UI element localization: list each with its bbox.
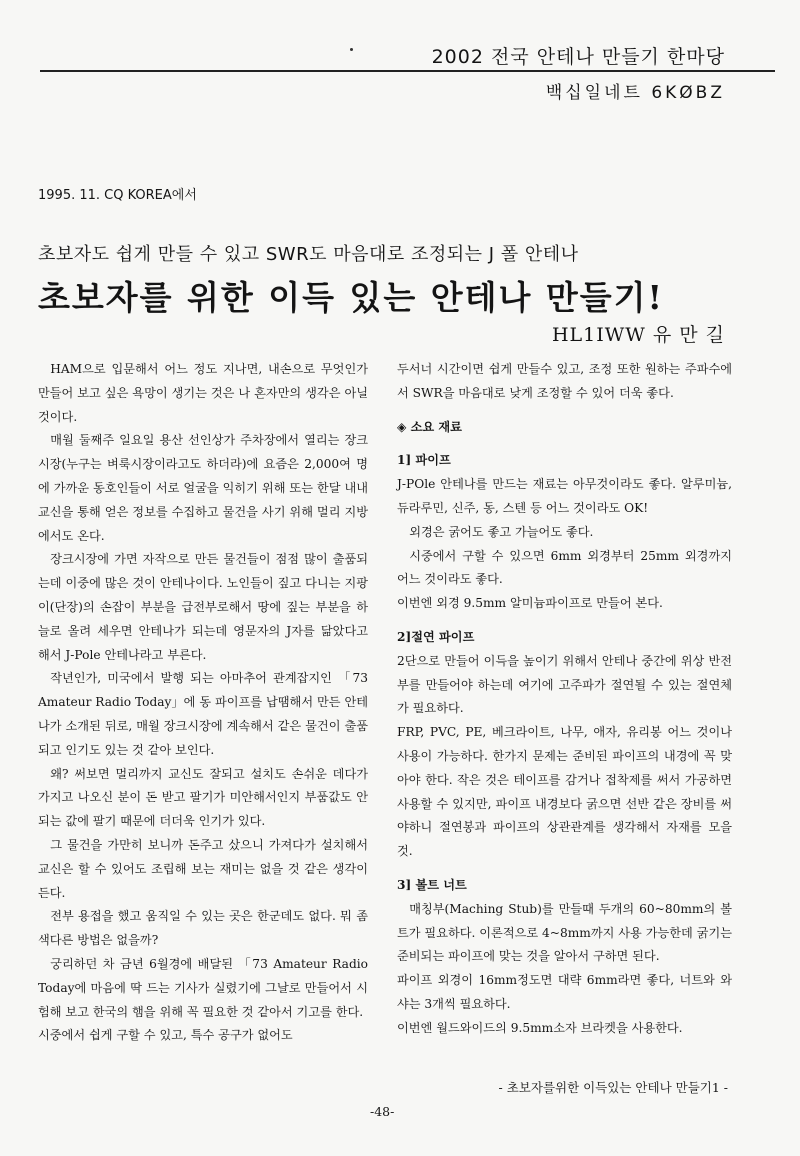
bolt-heading: 3] 볼트 너트 [397,877,467,892]
paragraph: 왜? 써보면 멀리까지 교신도 잘되고 설치도 손쉬운 데다가 가지고 나오신 분이 돈 받고 팔기가 미안해서인지 부품값도 안되는 값에 팔기 때문에 더더욱 인기가 있다. [38,766,368,829]
paragraph: 작년인가, 미국에서 발행 되는 아마추어 관계잡지인 「73 Amateur Radio Today」에 동 파이프를 납땜해서 만든 안테나가 소개된 뒤로, 매월 장크시장에 계속해서 같은 물건이 출품되고 인기도 있는 것 같아 보인다. [38,671,368,757]
left-column [38,358,368,1048]
source-line: 1995. 11. CQ KOREA에서 [38,188,197,203]
materials-heading: ◈ 소요 재료 [397,419,462,434]
article-author: HL1IWW 유 만 길 [551,324,725,346]
paragraph: 이번엔 월드와이드의 9.5mm소자 브라켓을 사용한다. [397,1020,683,1035]
insulator-heading: 2]절연 파이프 [397,629,475,644]
paragraph: 파이프 외경이 16mm정도면 대략 6mm라면 좋다, 너트와 와샤는 3개씩 필요하다. [397,973,732,1011]
paragraph: 2단으로 만들어 이득을 높이기 위해서 안테나 중간에 위상 반전부를 만들어야 하는데 여기에 고주파가 절연될 수 있는 절연체가 필요하다. [397,653,732,716]
paragraph: HAM으로 입문해서 어느 정도 지나면, 내손으로 무엇인가 만들어 보고 싶은 욕망이 생기는 것은 나 혼자만의 생각은 아닐 것이다. [38,362,368,424]
paragraph: 외경은 굵어도 좋고 가늘어도 좋다. [409,524,594,539]
article-subtitle: 초보자도 쉽게 만들 수 있고 SWR도 마음대로 조정되는 J 폴 안테나 [38,244,579,265]
paragraph: 궁리하던 차 금년 6월경에 배달된 「73 Amateur Radio Today에 마음에 딱 드는 기사가 실렸기에 그날로 만들어서 시험해 보고 한국의 햄을 위해 꼭 필요한 것 같아서 기고를 한다. [38,956,368,1019]
ink-speck [350,48,353,51]
paragraph: 두서너 시간이면 쉽게 만들수 있고, 조정 또한 원하는 주파수에서 SWR을 마음대로 낮게 조정할 수 있어 더욱 좋다. [397,362,732,400]
page-number: -48- [370,1104,395,1119]
header-subtitle: 백십일네트 6KØBZ [545,83,725,103]
header-divider [40,70,775,72]
paragraph: 장크시장에 가면 자작으로 만든 물건들이 점점 많이 출품되는데 이중에 많은 것이 안테나이다. 노인들이 짚고 다니는 지팡이(단장)의 손잡이 부분을 급전부로해서 땅에 짚는 부분을 하늘로 올려 세우면 안테나가 되는데 영문자의 J자를 닮았다고 해서 J-Pole 안테나라고 부른다. [38,552,368,662]
article-title: 초보자를 위한 이득 있는 안테나 만들기! [38,278,664,317]
paragraph: 시중에서 쉽게 구할 수 있고, 특수 공구가 없어도 [38,1028,293,1043]
paragraph: 전부 용접을 했고 움직일 수 있는 곳은 한군데도 없다. 뭐 좀 색다른 방법은 없을까? [38,909,368,948]
paragraph: 매월 둘째주 일요일 용산 선인상가 주차장에서 열리는 장크시장(누구는 벼룩시장이라고도 하더라)에 요즘은 2,000여 명에 가까운 동호인들이 서로 얼굴을 익히기 위해 또는 한달 내내 교신을 통해 얻은 정보를 수집하고 물건을 사기 위해 멀리 지방에서도 온다. [38,433,368,543]
header-title: 2002 전국 안테나 만들기 한마당 [431,46,725,68]
right-column [397,358,732,1041]
paragraph: FRP, PVC, PE, 베크라이트, 나무, 애자, 유리봉 어느 것이나 사용이 가능하다. 한가지 문제는 준비된 파이프의 내경에 꼭 맞아야 한다. 작은 것은 테이프를 감거나 접착제를 써서 가공하면 사용할 수 있지만, 파이프 내경보다 굵으면 선반 같은 장비를 써야하니 절연봉과 파이프의 상관관계를 생각해서 자재를 모을 것. [397,725,732,859]
paragraph: J-POle 안테나를 만드는 재료는 아무것이라도 좋다. 알루미늄, 듀라루민, 신주, 동, 스텐 등 어느 것이라도 OK! [397,477,732,515]
paragraph: 이번엔 외경 9.5mm 알미늄파이프로 만들어 본다. [397,596,663,611]
pipe-heading: 1] 파이프 [397,453,451,468]
paragraph: 매칭부(Maching Stub)를 만들때 두개의 60~80mm의 볼트가 필요하다. 이론적으로 4~8mm까지 사용 가능한데 굵기는 준비되는 파이프에 맞는 것을 알아서 구하면 된다. [397,901,732,964]
footer-caption: - 초보자를위한 이득있는 안테나 만들기1 - [498,1080,728,1095]
paragraph: 시중에서 구할 수 있으면 6mm 외경부터 25mm 외경까지 어느 것이라도 좋다. [397,548,732,587]
paragraph: 그 물건을 가만히 보니까 돈주고 샀으니 가져다가 설치해서 교신은 할 수 있어도 조립해 보는 재미는 없을 것 같은 생각이 든다. [38,837,368,900]
